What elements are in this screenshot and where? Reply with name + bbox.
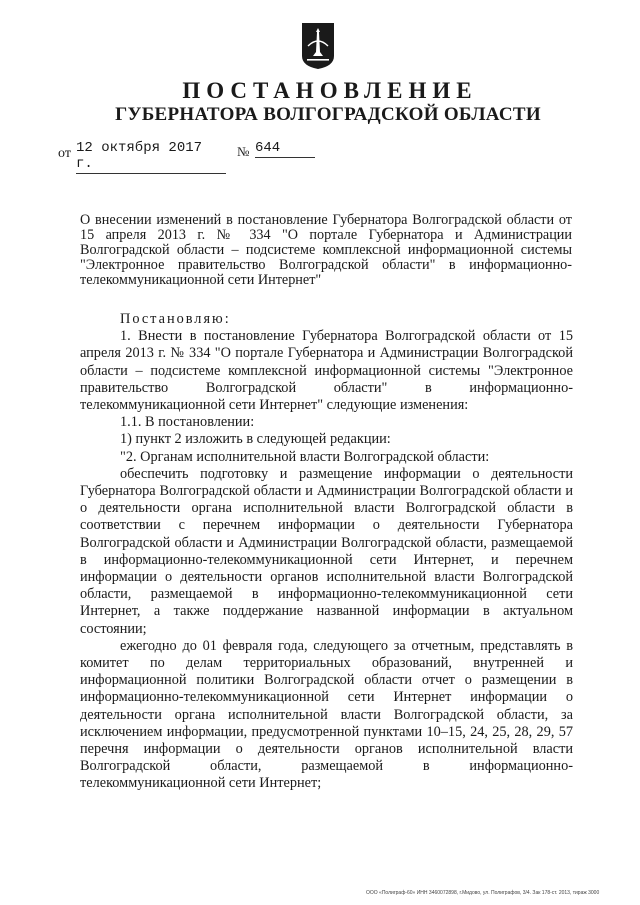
body-paragraph: ежегодно до 01 февраля года, следующего за отчетным, представлять в комитет по делам территориальных образований, внутренней и информационной политики Волгоградской области отчет о размещении в информационно-телекоммуникационной сети Интернет информации о деятельности органа исполнительной власти Волгоградской области, за исключением информации, предусмотренной пунктами 10–15, 24, 25, 28, 29, 57 перечня информации о деятельности органов исполнительной власти Волгоградской области, размещаемой в информационно-телекоммуникационной сети Интернет; [80,637,573,792]
document-subtitle: ГУБЕРНАТОРА ВОЛГОГРАДСКОЙ ОБЛАСТИ [115,104,541,125]
body-paragraph: 1.1. В постановлении: [120,414,255,431]
body-paragraph: 1) пункт 2 изложить в следующей редакции: [120,431,391,448]
date-prefix: от [58,146,71,161]
document-date: 12 октября 2017 г. [76,140,226,174]
document-subject: О внесении изменений в постановление Губернатора Волгоградской области от 15 апреля 2013 г. № 334 "О портале Губернатора и Администрации Волгоградской области – подсистеме комплексной информационной системы "Электронное правительство Волгоградской области" в информационно-телекоммуникационной сети Интернет" [80,212,572,288]
body-paragraph: обеспечить подготовку и размещение информации о деятельности Губернатора Волгоградской области и Администрации Волгоградской области и о деятельности органа исполнительной власти Волгоградской области в соответствии с перечнем информации о деятельности Губернатора Волгоградской области и Администрации Волгоградской области, размещаемой в информационно-телекоммуникационной сети Интернет, и перечнем информации о деятельности органов исполнительной власти Волгоградской области, размещаемой в информационно-телекоммуникационной сети Интернет, а также поддержание названной информации в актуальном состоянии; [80,465,573,637]
document-title: ПОСТАНОВЛЕНИЕ [182,78,478,103]
date-number-line [0,140,640,172]
body-paragraph: 1. Внести в постановление Губернатора Волгоградской области от 15 апреля 2013 г. № 334 "О портале Губернатора и Администрации Волгоградской области – подсистеме комплексной информационной системы "Электронное правительство Волгоградской области" в информационно-телекоммуникационной сети Интернет" следующие изменения: [80,328,573,414]
coat-of-arms-icon [301,22,335,70]
printer-footer: ООО «Полиграф-60» ИНН 3460072898, г.Мидово, ул. Полиграфов, 3/4. Зак 178-ст. 2013, тираж 3000 [366,890,600,896]
decree-word: Постановляю: [120,311,231,327]
document-body [80,311,573,793]
document-number: 644 [255,140,315,158]
body-paragraph: "2. Органам исполнительной власти Волгоградской области: [120,448,490,465]
number-prefix: № [237,144,250,159]
